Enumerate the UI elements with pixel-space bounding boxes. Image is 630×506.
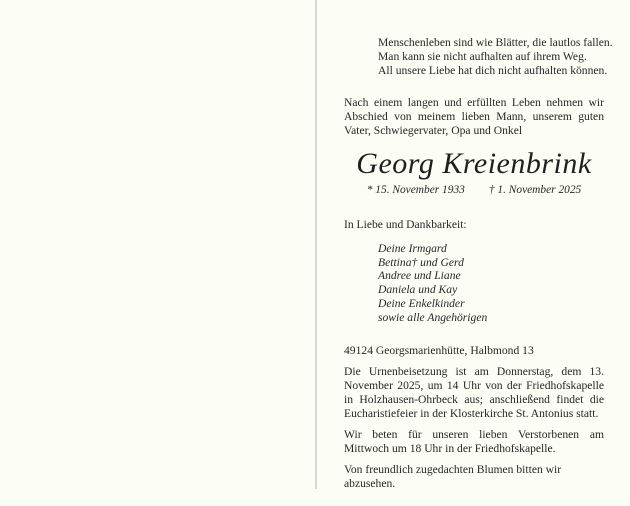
mourner-item: Deine Enkelkinder: [378, 296, 465, 310]
poem-line: Menschenleben sind wie Blätter, die lautlos fallen.: [378, 36, 613, 49]
death-date: † 1. November 2025: [488, 184, 582, 196]
intro-paragraph: Nach einem langen und erfüllten Leben nehmen wir Abschied von meinem lieben Mann, unserem guten Vater, Schwiegervater, Opa und Onkel: [344, 96, 604, 137]
poem-block: [378, 36, 613, 78]
mourner-list: [378, 242, 604, 324]
birth-date: * 15. November 1933: [366, 184, 465, 196]
mourner-item: Deine Irmgard: [378, 242, 447, 255]
poem-line: Man kann sie nicht aufhalten auf ihrem Weg.: [378, 50, 587, 63]
flowers-note: Von freundlich zugedachten Blumen bitten wir abzusehen.: [344, 463, 562, 491]
mourner-item: sowie alle Angehörigen: [378, 310, 488, 324]
obituary-page: [344, 36, 613, 491]
mourner-item: Daniela und Kay: [378, 283, 458, 297]
page-fold-divider: [315, 0, 317, 489]
life-dates: [344, 183, 604, 197]
address-line: 49124 Georgsmarienhütte, Halbmond 13: [344, 344, 534, 358]
funeral-details-paragraph: Die Urnenbeisetzung ist am Donnerstag, dem 13. November 2025, um 14 Uhr von der Friedhofskapelle in Holzhausen-Ohrbeck aus; anschließend findet die Eucharistiefeier in der Klosterkirche St. Antonius statt.: [344, 365, 604, 421]
mourner-item: Andree und Liane: [378, 269, 461, 283]
poem-line: All unsere Liebe hat dich nicht aufhalten können.: [378, 64, 608, 77]
mourner-item: Bettina† und Gerd: [378, 255, 464, 269]
prayer-paragraph: Wir beten für unseren lieben Verstorbenen am Mittwoch um 18 Uhr in der Friedhofskapelle.: [344, 428, 604, 456]
mourning-intro: In Liebe und Dankbarkeit:: [344, 218, 467, 231]
deceased-name: Georg Kreienbrink: [356, 147, 592, 180]
